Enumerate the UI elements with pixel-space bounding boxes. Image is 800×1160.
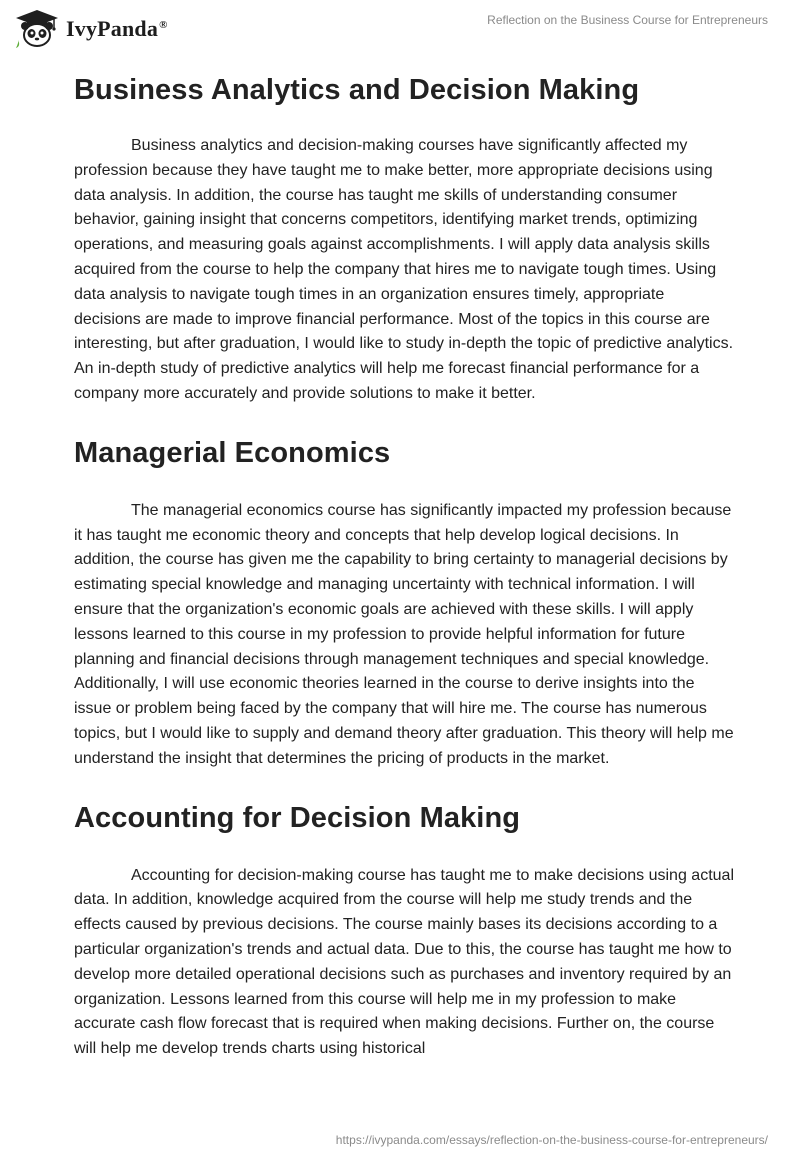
panda-logo-icon — [14, 8, 60, 50]
section-paragraph-accounting: Accounting for decision-making course has taught me to make decisions using actual data. In addition, knowledge acquired from the course will help me study trends and the effects caused by previous decisions. The course mainly bases its decisions according to a particular organization's trends and actual data. Due to this, the course has taught me how to develop more detailed operational decisions such as purchases and inventory required by an organization. Lessons learned from this course will help me in my profession to make accurate cash flow forecast that is required when making decisions. Further on, the course will help me develop trends charts using historical — [74, 866, 734, 1058]
page-header — [0, 0, 800, 60]
section-heading-business-analytics: Business Analytics and Decision Making — [74, 74, 640, 106]
source-url[interactable]: https://ivypanda.com/essays/reflection-on-the-business-course-for-entrepreneurs/ — [335, 1133, 768, 1147]
section-paragraph-business-analytics: Business analytics and decision-making courses have significantly affected my profession because they have taught me to make better, more appropriate decisions using data analysis. In addition, the course has taught me skills of understanding consumer behavior, gaining insight that concerns competitors, identifying market trends, optimizing operations, and measuring goals against accomplishments. I will apply data analysis skills acquired from the course to help the company that hires me to navigate tough times. Using data analysis to navigate tough times in an organization ensures timely, appropriate decisions are made to improve financial performance. Most of the topics in this course are interesting, but after graduation, I would like to study in-depth the topic of predictive analytics. An in-depth study of predictive analytics will help me forecast financial performance for a company more accurately and provide solutions to make it better. — [74, 137, 734, 402]
logo-wordmark — [66, 16, 168, 42]
ivypanda-logo[interactable] — [14, 8, 168, 50]
section-heading-managerial-economics: Managerial Economics — [74, 436, 391, 469]
logo-text: IvyPanda — [66, 16, 159, 41]
essay-content — [74, 70, 734, 1062]
registered-mark: ® — [159, 18, 168, 31]
section-heading-accounting: Accounting for Decision Making — [74, 801, 521, 834]
section-paragraph-managerial-economics: The managerial economics course has significantly impacted my profession because it has taught me economic theory and concepts that help develop logical decisions. In addition, the course has given me the capability to bring certainty to managerial decisions by estimating special knowledge and managing uncertainty with technical information. I will ensure that the organization's economic goals are achieved with these skills. I will apply lessons learned to this course in my profession to provide helpful information for future planning and financial decisions through management techniques and special knowledge. Additionally, I will use economic theories learned in the course to derive insights into the issue or problem being faced by the company that will hire me. The course has numerous topics, but I would like to supply and demand theory after graduation. This theory will help me understand the insight that determines the pricing of products in the market. — [74, 501, 734, 767]
document-title: Reflection on the Business Course for Entrepreneurs — [487, 13, 768, 27]
